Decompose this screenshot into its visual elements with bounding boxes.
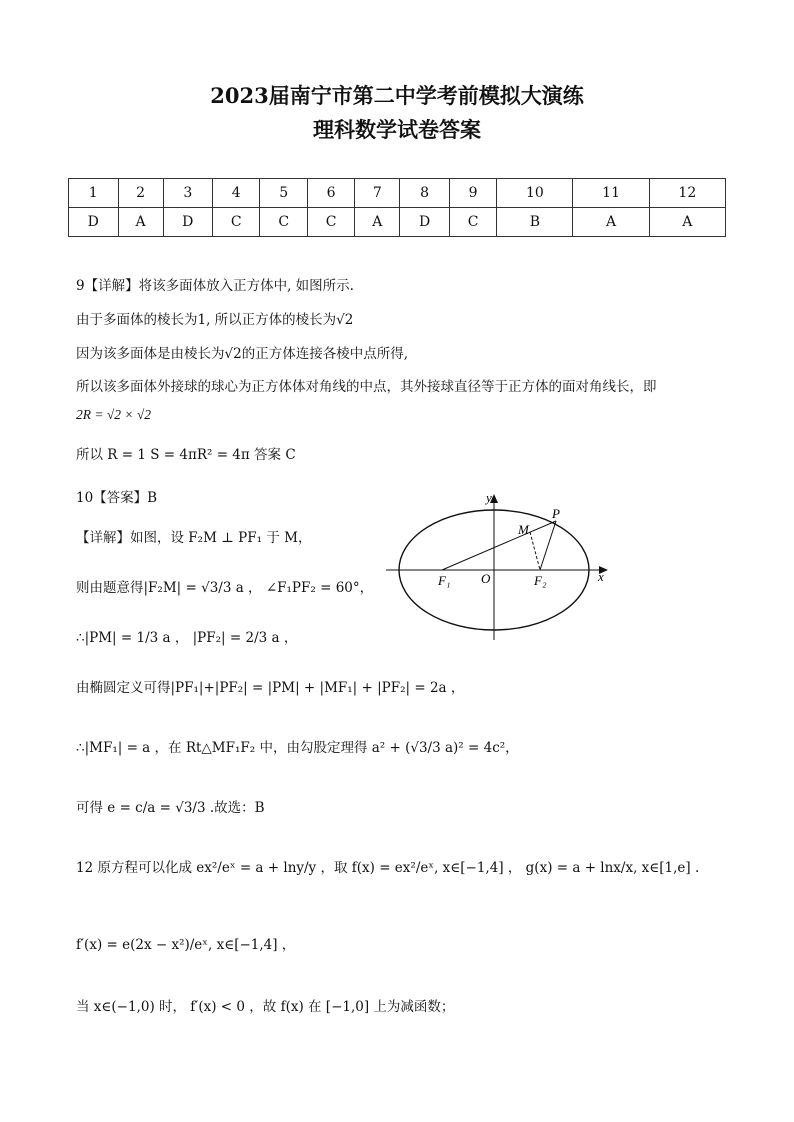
title-line-2: 理科数学试卷答案 xyxy=(313,117,481,142)
answer-cell: C xyxy=(449,208,496,237)
segment-pf2 xyxy=(540,521,556,570)
q-number-cell: 6 xyxy=(307,179,354,208)
answer-table-number-row xyxy=(69,179,726,208)
answer-cell: D xyxy=(69,208,119,237)
q-number-cell: 2 xyxy=(118,179,163,208)
q9-line-3: 因为该多面体是由棱长为√2的正方体连接各棱中点所得, xyxy=(76,346,408,362)
q-number-cell: 4 xyxy=(213,179,260,208)
answer-table xyxy=(68,178,726,237)
q10-line-4: ∴|PM| = 1/3 a ， |PF₂| = 2/3 a ， xyxy=(76,630,298,646)
ellipse-figure xyxy=(380,488,616,646)
answer-table-answer-row xyxy=(69,208,726,237)
answer-cell: A xyxy=(355,208,400,237)
label-f2: F₂ xyxy=(534,573,547,588)
label-y: y xyxy=(486,490,492,505)
answer-cell: C xyxy=(260,208,307,237)
q9-line-1: 9【详解】将该多面体放入正方体中, 如图所示. xyxy=(76,278,354,294)
q10-line-6: ∴|MF₁| = a ，在 Rt△MF₁F₂ 中，由勾股定理得 a² + (√3/3 a)² = 4c²， xyxy=(76,740,519,756)
q9-line-4: 所以该多面体外接球的球心为正方体体对角线的中点，其外接球直径等于正方体的面对角线长，即 xyxy=(76,379,657,395)
q10-line-2: 【详解】如图，设 F₂M ⊥ PF₁ 于 M， xyxy=(76,530,312,546)
q12-line-3: 当 x∈(−1,0) 时， f′(x) < 0 ，故 f(x) 在 [−1,0] 上为减函数； xyxy=(76,999,455,1015)
label-p: P xyxy=(552,506,560,521)
q-number-cell: 11 xyxy=(573,179,649,208)
q-number-cell: 1 xyxy=(69,179,119,208)
q10-line-7: 可得 e = c/a = √3/3 .故选：B xyxy=(76,800,265,816)
q-number-cell: 12 xyxy=(649,179,725,208)
q12-line-2: f′(x) = e(2x − x²)/eˣ, x∈[−1,4] ， xyxy=(76,937,296,953)
label-x: x xyxy=(598,569,604,584)
q-number-cell: 10 xyxy=(497,179,573,208)
q-number-cell: 5 xyxy=(260,179,307,208)
title-line-1: 2023届南宁市第二中学考前模拟大演练 xyxy=(210,83,584,108)
answer-cell: A xyxy=(649,208,725,237)
q10-line-5: 由椭圆定义可得|PF₁|+|PF₂| = |PM| + |MF₁| + |PF₂| = 2a ， xyxy=(76,680,465,696)
answer-cell: D xyxy=(400,208,450,237)
label-m: M xyxy=(518,522,529,537)
q9-line-6: 所以 R = 1 S = 4πR² = 4π 答案 C xyxy=(76,447,296,463)
label-f1: F₁ xyxy=(438,573,451,588)
q-number-cell: 3 xyxy=(163,179,213,208)
segment-pf1 xyxy=(442,521,556,570)
q10-line-3: 则由题意得|F₂M| = √3/3 a ， ∠F₁PF₂ = 60°， xyxy=(76,580,374,596)
answer-cell: A xyxy=(118,208,163,237)
q-number-cell: 8 xyxy=(400,179,450,208)
label-origin: O xyxy=(481,571,491,586)
answer-cell: D xyxy=(163,208,213,237)
answer-cell: B xyxy=(497,208,573,237)
answer-cell: C xyxy=(213,208,260,237)
q-number-cell: 7 xyxy=(355,179,400,208)
answer-cell: C xyxy=(307,208,354,237)
q12-line-1: 12 原方程可以化成 ex²/eˣ = a + lny/y ，取 f(x) = ex²/eˣ, x∈[−1,4] ， g(x) = a + lnx/x, x∈[1,e] . xyxy=(76,860,700,876)
answer-cell: A xyxy=(573,208,649,237)
q9-line-2: 由于多面体的棱长为1, 所以正方体的棱长为√2 xyxy=(76,312,354,328)
q10-line-1: 10【答案】B xyxy=(76,490,158,506)
q9-line-5: 2R = √2 × √2 xyxy=(76,407,152,422)
q-number-cell: 9 xyxy=(449,179,496,208)
segment-f2m-dashed xyxy=(530,532,540,570)
